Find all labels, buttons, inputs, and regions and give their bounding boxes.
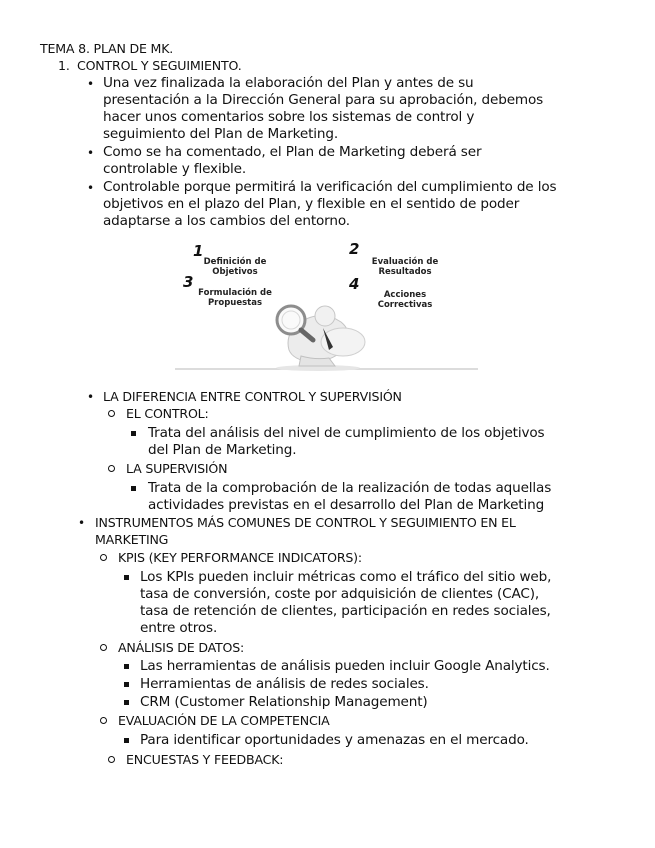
intro-bullet-2-line-1: Como se ha comentado, el Plan de Marketing deberá ser <box>103 144 482 160</box>
competencia-label: EVALUACIÓN DE LA COMPETENCIA <box>118 713 330 728</box>
step-4-number: 4 <box>349 275 360 293</box>
control-process-figure <box>173 240 480 373</box>
bullet-square <box>124 738 129 743</box>
analisis-item-3: CRM (Customer Relationship Management) <box>140 694 428 710</box>
bullet-square <box>131 431 136 436</box>
kpis-text-line-3: tasa de retención de clientes, participación en redes sociales, <box>140 603 551 619</box>
control-text-line-1: Trata del análisis del nivel de cumplimiento de los objetivos <box>148 425 545 441</box>
step-1-label-line-2: Objetivos <box>212 267 258 277</box>
bullet-dot: • <box>87 390 95 404</box>
bullet-dot: • <box>87 181 95 195</box>
bullet-dot: • <box>87 146 95 160</box>
bullet-circle <box>108 465 115 472</box>
analisis-item-1: Las herramientas de análisis pueden incluir Google Analytics. <box>140 658 550 674</box>
control-label: EL CONTROL: <box>126 406 209 421</box>
section-number: 1. <box>58 58 70 73</box>
step-2-label-line-2: Resultados <box>378 267 432 277</box>
step-4-label-line-1: Acciones <box>383 290 427 300</box>
intro-bullet-2-line-2: controlable y flexible. <box>103 161 247 177</box>
bullet-square <box>131 486 136 491</box>
step-3-label-line-2: Propuestas <box>207 298 263 308</box>
intro-bullet-3-line-3: adaptarse a los cambios del entorno. <box>103 213 350 229</box>
step-1-label-line-1: Definición de <box>203 257 267 267</box>
analisis-label: ANÁLISIS DE DATOS: <box>118 640 245 655</box>
instrumentos-heading-line-2: MARKETING <box>95 532 169 547</box>
bullet-dot: • <box>78 516 86 530</box>
step-2-label-line-1: Evaluación de <box>371 257 439 267</box>
step-4-label-line-2: Correctivas <box>377 300 433 310</box>
instrumentos-heading-line-1: INSTRUMENTOS MÁS COMUNES DE CONTROL Y SEGUIMIENTO EN EL <box>95 515 516 530</box>
bullet-circle <box>100 644 107 651</box>
kpis-text-line-1: Los KPIs pueden incluir métricas como el tráfico del sitio web, <box>140 569 552 585</box>
bullet-circle <box>100 717 107 724</box>
diferencia-heading: LA DIFERENCIA ENTRE CONTROL Y SUPERVISIÓN <box>103 389 402 404</box>
intro-bullet-1-line-4: seguimiento del Plan de Marketing. <box>103 126 339 142</box>
control-text-line-2: del Plan de Marketing. <box>148 442 297 458</box>
bullet-square <box>124 682 129 687</box>
step-3-number: 3 <box>183 273 194 291</box>
step-2-number: 2 <box>349 240 360 258</box>
document-title: TEMA 8. PLAN DE MK. <box>40 41 174 56</box>
kpis-label: KPIS (KEY PERFORMANCE INDICATORS): <box>118 550 362 565</box>
bullet-circle <box>108 756 115 763</box>
intro-bullet-1-line-2: presentación a la Dirección General para su aprobación, debemos <box>103 92 544 108</box>
bullet-square <box>124 700 129 705</box>
intro-bullet-1-line-1: Una vez finalizada la elaboración del Plan y antes de su <box>103 75 474 91</box>
kpis-text-line-4: entre otros. <box>140 620 218 636</box>
competencia-text: Para identificar oportunidades y amenazas en el mercado. <box>140 732 529 748</box>
bullet-circle <box>100 554 107 561</box>
supervision-label: LA SUPERVISIÓN <box>126 461 228 476</box>
intro-bullet-3-line-2: objetivos en el plazo del Plan, y flexible en el sentido de poder <box>103 196 520 212</box>
encuestas-label: ENCUESTAS Y FEEDBACK: <box>126 752 284 767</box>
supervision-text-line-2: actividades previstas en el desarrollo del Plan de Marketing <box>148 497 545 513</box>
bullet-square <box>124 575 129 580</box>
analisis-item-2: Herramientas de análisis de redes sociales. <box>140 676 429 692</box>
magnifier-figure-icon <box>276 306 365 371</box>
step-3-label-line-1: Formulación de <box>198 288 272 298</box>
intro-bullet-1-line-3: hacer unos comentarios sobre los sistemas de control y <box>103 109 475 125</box>
kpis-text-line-2: tasa de conversión, coste por adquisición de clientes (CAC), <box>140 586 540 602</box>
bullet-circle <box>108 410 115 417</box>
section-title: CONTROL Y SEGUIMIENTO. <box>77 58 242 73</box>
step-1-number: 1 <box>193 242 204 260</box>
supervision-text-line-1: Trata de la comprobación de la realización de todas aquellas <box>148 480 552 496</box>
intro-bullet-3-line-1: Controlable porque permitirá la verificación del cumplimiento de los <box>103 179 557 195</box>
bullet-square <box>124 664 129 669</box>
bullet-dot: • <box>87 77 95 91</box>
